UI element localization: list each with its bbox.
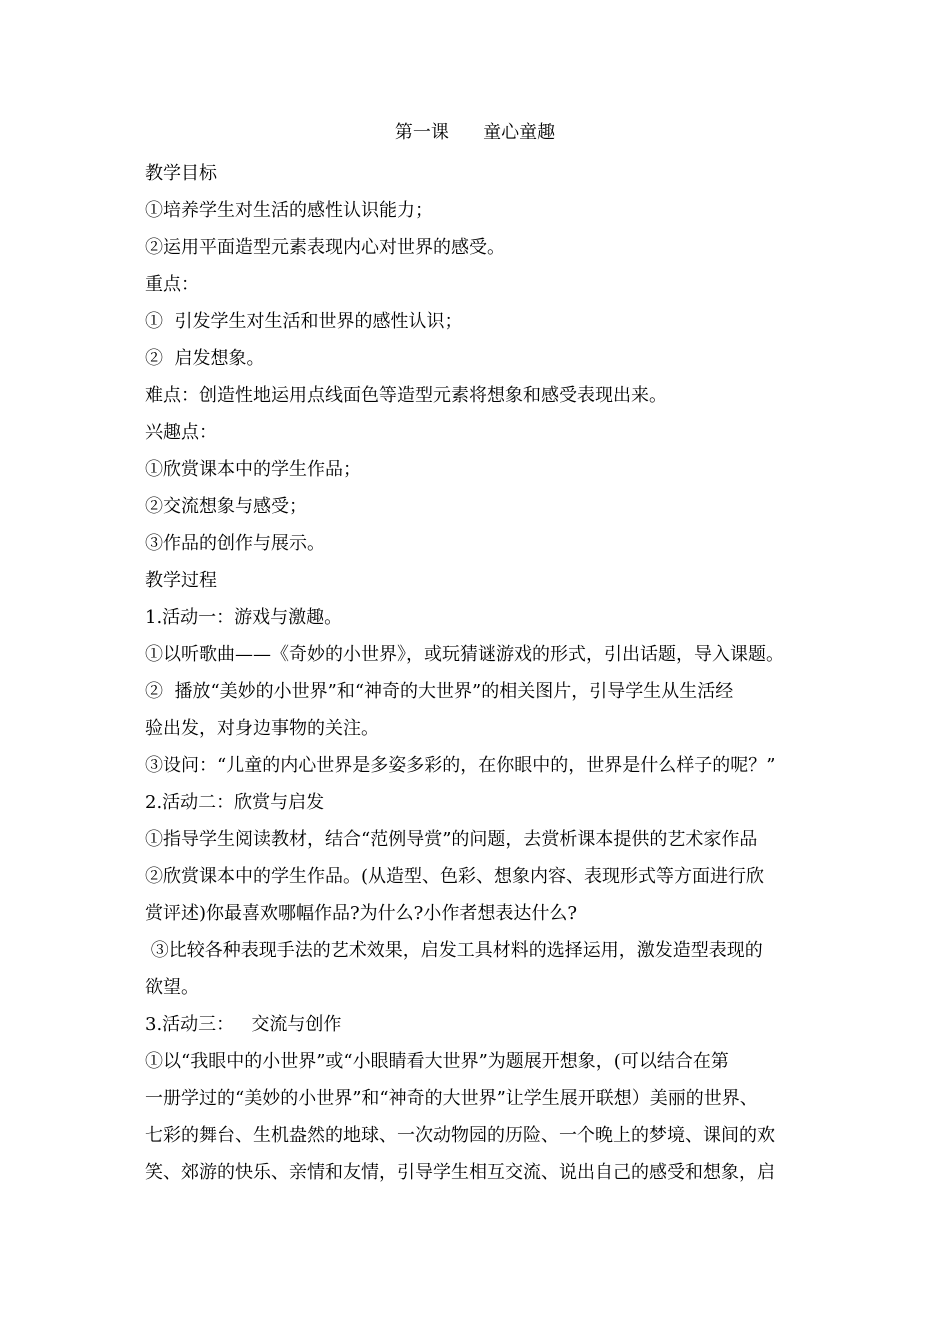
text-line: 教学目标 <box>145 163 217 184</box>
text-line: ①以听歌曲——《奇妙的小世界》，或玩猜谜游戏的形式，引出话题，导入课题。 <box>145 644 784 665</box>
text-line: ③比较各种表现手法的艺术效果，启发工具材料的选择运用，激发造型表现的 <box>145 940 763 961</box>
text-line: 七彩的舞台、生机盎然的地球、一次动物园的历险、一个晚上的梦境、课间的欢 <box>145 1125 775 1146</box>
text-line: ③作品的创作与展示。 <box>145 533 325 554</box>
lesson-title: 第一课 童心童趣 <box>394 122 556 143</box>
text-line: 3.活动三： 交流与创作 <box>145 1014 342 1035</box>
text-line: 笑、郊游的快乐、亲情和友情，引导学生相互交流、说出自己的感受和想象，启 <box>145 1162 775 1183</box>
text-line: 2.活动二：欣赏与启发 <box>145 792 325 813</box>
text-line: 教学过程 <box>145 570 217 591</box>
text-line: 难点：创造性地运用点线面色等造型元素将想象和感受表现出来。 <box>145 385 667 406</box>
text-line: 1.活动一：游戏与激趣。 <box>145 607 343 628</box>
text-line: ②欣赏课本中的学生作品。(从造型、色彩、想象内容、表现形式等方面进行欣 <box>145 866 765 887</box>
text-line: 重点： <box>145 274 199 295</box>
text-line: ① 引发学生对生活和世界的感性认识； <box>145 311 463 332</box>
text-line: ①以“我眼中的小世界”或“小眼睛看大世界”为题展开想象，(可以结合在第 <box>145 1051 729 1072</box>
text-line: ③设问：“儿童的内心世界是多姿多彩的，在你眼中的，世界是什么样子的呢？” <box>145 755 776 776</box>
text-line: ①指导学生阅读教材，结合“范例导赏”的问题，去赏析课本提供的艺术家作品 <box>145 829 758 850</box>
document-body <box>145 155 815 1191</box>
text-line: 赏评述)你最喜欢哪幅作品?为什么?小作者想表达什么? <box>145 903 577 924</box>
text-line: ②运用平面造型元素表现内心对世界的感受。 <box>145 237 505 258</box>
text-line: 验出发，对身边事物的关注。 <box>145 718 379 739</box>
text-line: ② 启发想象。 <box>145 348 265 369</box>
text-line: ② 播放“美妙的小世界”和“神奇的大世界”的相关图片，引导学生从生活经 <box>145 681 734 702</box>
text-line: 欲望。 <box>145 977 199 998</box>
text-line: 兴趣点： <box>145 422 217 443</box>
text-line: ②交流想象与感受； <box>145 496 307 517</box>
text-line: ①欣赏课本中的学生作品； <box>145 459 361 480</box>
text-line: ①培养学生对生活的感性认识能力； <box>145 200 433 221</box>
text-line: 一册学过的“美妙的小世界”和“神奇的大世界”让学生展开联想）美丽的世界、 <box>145 1088 758 1109</box>
